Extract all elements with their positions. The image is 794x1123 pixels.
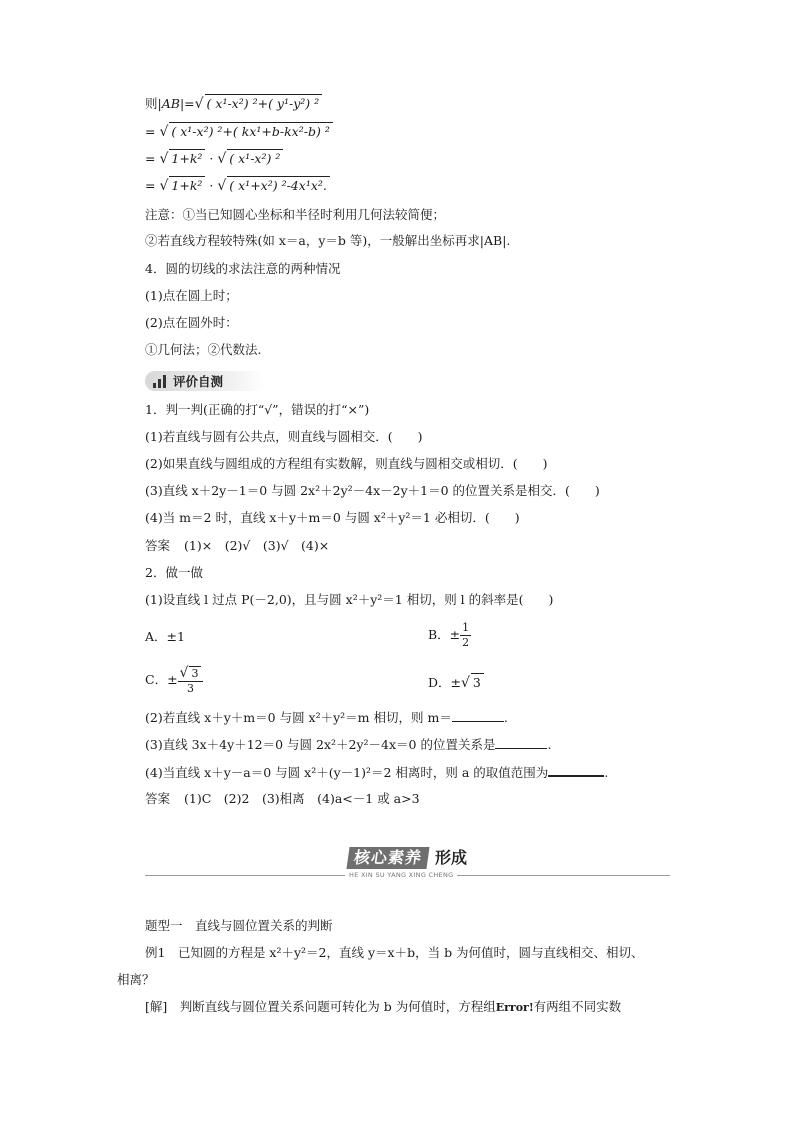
square-root [195, 94, 323, 113]
answer-text: (1)C (2)2 (3)相离 (4)a<－1 或 a>3 [184, 791, 420, 806]
formula-line-1 [145, 94, 322, 113]
q2-statement-3 [145, 736, 551, 754]
answer-blank[interactable] [548, 763, 604, 777]
answer-blank[interactable] [495, 736, 547, 749]
q2-answer [145, 790, 420, 808]
q1-statement-4: (4)当 m＝2 时，直线 x＋y＋m＝0 与圆 x²＋y²＝1 必相切．( ) [145, 510, 520, 525]
solution-line [145, 998, 621, 1017]
radicand: 1+k² [169, 176, 205, 195]
solution-text: 判断直线与圆位置关系问题可转化为 b 为何值时，方程组 [179, 999, 496, 1014]
q2-statement-2 [145, 709, 508, 727]
note-2: ②若直线方程较特殊(如 x＝a，y＝b 等)，一般解出坐标再求|AB|. [145, 233, 511, 248]
option-b [428, 620, 471, 650]
option-label: B．± [428, 627, 461, 642]
formula-text: |= [179, 96, 195, 111]
q1-title: 1．判一判(正确的打“√”，错误的打“×”) [145, 402, 370, 417]
banner-title: 形成 [435, 848, 468, 867]
answer-blank[interactable] [452, 709, 504, 722]
formula-text: = [145, 178, 156, 193]
item-4-2: (2)点在圆外时： [145, 315, 238, 330]
radicand: ( x¹+x²) ²-4x¹x². [227, 176, 330, 195]
denominator: 3 [187, 681, 194, 695]
item-4-3: ①几何法；②代数法. [145, 342, 262, 357]
answer-text: (1)× (2)√ (3)√ (4)× [184, 538, 330, 553]
section-badge [145, 371, 265, 391]
radicand: 3 [471, 673, 484, 692]
option-c [145, 665, 203, 696]
radicand: 1+k² [169, 149, 205, 168]
banner-boxed-title: 核心素养 [346, 847, 429, 869]
example-line-2: 相离？ [117, 972, 155, 987]
section-badge-label: 评价自测 [173, 374, 224, 389]
square-root [461, 673, 484, 692]
solution-label: [解] [145, 999, 168, 1014]
square-root [159, 176, 205, 195]
q1-statement-3: (3)直线 x＋2y－1＝0 与圆 2x²＋2y²－4x－2y＋1＝0 的位置关系是相交．( ) [145, 483, 600, 498]
section-banner [145, 843, 670, 883]
formula-text: AB [161, 96, 180, 111]
formula-text: = [145, 124, 156, 139]
option-a: A．±1 [145, 629, 185, 644]
statement-text: (4)当直线 x＋y－a＝0 与圆 x²＋(y－1)²＝2 相离时，则 a 的取值范围为 [145, 765, 549, 780]
statement-text: . [604, 765, 609, 780]
fraction [178, 666, 204, 696]
q2-statement-1: (1)设直线 l 过点 P(－2,0)，且与圆 x²＋y²＝1 相切，则 l 的斜率是( ) [145, 592, 554, 607]
square-root [217, 149, 283, 168]
formula-line-3 [145, 149, 283, 168]
square-root [180, 666, 202, 681]
q2-title: 2．做一做 [145, 565, 203, 580]
square-root [159, 122, 332, 141]
q1-answer [145, 537, 329, 555]
option-label: C．± [145, 672, 178, 687]
item-4-1: (1)点在圆上时； [145, 288, 238, 303]
statement-text: . [547, 737, 552, 752]
formula-text: = [145, 151, 156, 166]
option-label: D．± [428, 675, 461, 690]
denominator: 2 [462, 636, 470, 649]
statement-text: (2)若直线 x＋y＋m＝0 与圆 x²＋y²＝m 相切，则 m＝ [145, 710, 452, 725]
radicand: ( x¹-x²) ²+( kx¹+b-kx²-b) ² [169, 122, 332, 141]
square-root [159, 149, 205, 168]
radicand: ( x¹-x²) ²+( y¹-y²) ² [205, 94, 323, 113]
formula-line-4 [145, 176, 330, 195]
q2-statement-4 [145, 763, 608, 782]
fraction [460, 621, 471, 650]
option-d [428, 673, 484, 692]
solution-text: 有两组不同实数 [533, 999, 622, 1014]
example-line-1: 例1 已知圆的方程是 x²＋y²＝2，直线 y＝x＋b，当 b 为何值时，圆与直线相交、相切、 [145, 945, 644, 960]
banner-pinyin: HE XIN SU YANG XING CHENG [345, 871, 457, 879]
statement-text: (3)直线 3x＋4y＋12＝0 与圆 2x²＋2y²－4x＝0 的位置关系是 [145, 737, 496, 752]
item-4-title: 4．圆的切线的求法注意的两种情况 [145, 261, 341, 276]
radicand: 3 [189, 666, 201, 681]
numerator [178, 666, 204, 682]
formula-text: · [209, 178, 214, 193]
answer-label: 答案 [145, 538, 171, 553]
note-1: 注意：①当已知圆心坐标和半径时利用几何法较简便； [145, 207, 446, 222]
answer-label: 答案 [145, 791, 171, 806]
numerator: 1 [462, 621, 470, 634]
square-root [217, 176, 330, 195]
statement-text: . [503, 710, 508, 725]
formula-text: · [209, 151, 214, 166]
error-marker: Error! [495, 1001, 534, 1014]
radicand: ( x¹-x²) ² [227, 149, 283, 168]
formula-text: 则| [145, 96, 162, 111]
q1-statement-2: (2)如果直线与圆组成的方程组有实数解，则直线与圆相交或相切．( ) [145, 456, 548, 471]
q1-statement-1: (1)若直线与圆有公共点，则直线与圆相交．( ) [145, 429, 423, 444]
bar-chart-icon [153, 375, 167, 388]
formula-line-2 [145, 122, 333, 141]
type-title: 题型一 直线与圆位置关系的判断 [145, 918, 333, 933]
